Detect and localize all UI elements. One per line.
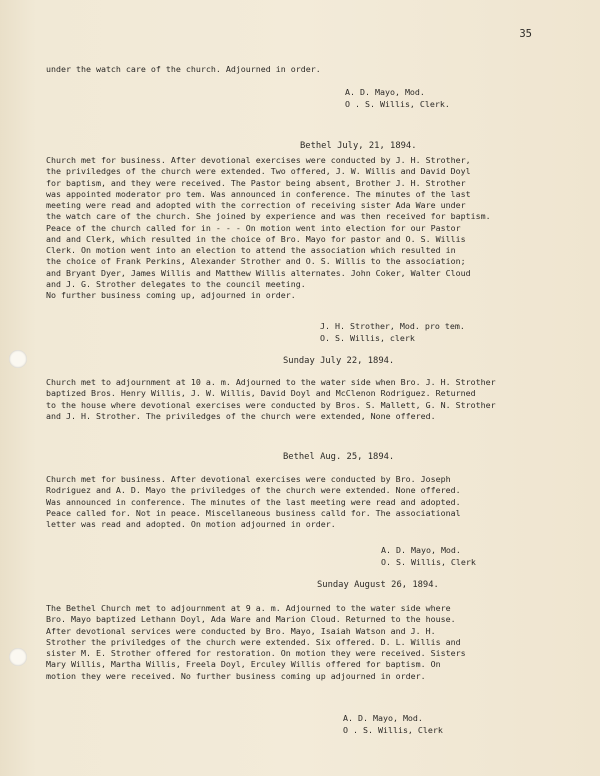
signature-block <box>381 544 476 568</box>
binder-hole-icon <box>9 350 27 368</box>
text-line: and and Clerk, which resulted in the choice of Bro. Mayo for pastor and O. S. Willis <box>46 233 466 244</box>
text-line: Clerk. On motion went into an election to attend the association which resulted in <box>46 245 456 255</box>
signature-block <box>320 320 465 344</box>
text-line: The Bethel Church met to adjournment at 9 a. m. Adjourned to the water side where <box>46 603 451 613</box>
signature-block <box>345 86 450 110</box>
text-line: After devotional services were conducted by Bro. Mayo, Isaiah Watson and J. H. <box>46 625 436 636</box>
signature-block <box>343 712 443 736</box>
text-line: Bro. Mayo baptized Lethann Doyl, Ada Ware and Marion Cloud. Returned to the house. <box>46 614 456 625</box>
clerk-signature: O . S. Willis, Clerk. <box>345 99 450 109</box>
page-number: 35 <box>519 28 532 40</box>
text-line: the priviledges of the church were extended. Two offered, J. W. Willis and David Doyl <box>46 166 471 177</box>
text-line: Strother the priviledges of the church were extended. Six offered. D. L. Willis and <box>46 636 461 647</box>
paragraph <box>46 155 566 301</box>
paragraph <box>46 474 566 530</box>
moderator-signature: A. D. Mayo, Mod. <box>381 545 461 555</box>
text-line: Church met for business. After devotional exercises were conducted by J. H. Strother, <box>46 155 471 165</box>
text-line: meeting were read and adopted with the correction of receiving sister Ada Ware under <box>46 200 466 210</box>
text-line: the choice of Frank Perkins, Alexander Strother and O. S. Willis to the association; <box>46 256 466 267</box>
clerk-signature: O. S. Willis, clerk <box>320 333 415 343</box>
moderator-signature: A. D. Mayo, Mod. <box>343 713 423 723</box>
text-line: Was announced in conference. The minutes of the last meeting were read and adopted. <box>46 496 461 507</box>
paragraph <box>46 64 566 75</box>
text-line: sister M. E. Strother offered for restoration. On motion they were received. Sisters <box>46 648 466 658</box>
text-line: and J. H. Strother. The priviledges of the church were extended, None offered. <box>46 410 436 421</box>
moderator-signature: A. D. Mayo, Mod. <box>345 87 425 97</box>
text-line: the watch care of the church. She joined by experience and was then received for baptism. <box>46 211 491 222</box>
paragraph <box>46 377 566 422</box>
entry-heading: Bethel July, 21, 1894. <box>300 141 417 151</box>
text-line: Rodriguez and A. D. Mayo the priviledges of the church were extended. None offered. <box>46 485 461 496</box>
clerk-signature: O. S. Willis, Clerk <box>381 557 476 567</box>
text-line: under the watch care of the church. Adjourned in order. <box>46 64 321 74</box>
text-line: was appointed moderator pro tem. Was announced in conference. The minutes of the last <box>46 188 471 199</box>
binder-hole-icon <box>9 648 27 666</box>
paragraph <box>46 603 566 682</box>
text-line: letter was read and adopted. On motion adjourned in order. <box>46 519 336 529</box>
text-line: Mary Willis, Martha Willis, Freela Doyl, Erculey Willis offered for baptism. On <box>46 659 441 670</box>
text-line: Peace of the church called for in - - - On motion went into election for our Pastor <box>46 222 461 233</box>
entry-heading: Sunday August 26, 1894. <box>317 580 439 590</box>
text-line: baptized Bros. Henry Willis, J. W. Willis, David Doyl and McClenon Rodriguez. Returned <box>46 388 476 399</box>
text-line: Peace called for. Not in peace. Miscellaneous business calld for. The associational <box>46 507 461 518</box>
text-line: Church met for business. After devotional exercises were conducted by Bro. Joseph <box>46 474 451 484</box>
text-line: Church met to adjournment at 10 a. m. Adjourned to the water side when Bro. J. H. Strother <box>46 377 496 387</box>
text-line: motion they were received. No further business coming up adjourned in order. <box>46 670 426 681</box>
entry-heading: Sunday July 22, 1894. <box>283 356 395 366</box>
moderator-signature: J. H. Strother, Mod. pro tem. <box>320 321 465 331</box>
text-line: for baptism, and they were received. The Pastor being absent, Brother J. H. Strother <box>46 177 466 188</box>
entry-heading: Bethel Aug. 25, 1894. <box>283 452 395 462</box>
text-line: and Bryant Dyer, James Willis and Matthew Willis alternates. John Coker, Walter Cloud <box>46 267 471 278</box>
text-line: to the house where devotional exercises were conducted by Bros. S. Mallett, G. N. Strother <box>46 399 496 410</box>
text-line: No further business coming up, adjourned in order. <box>46 290 296 300</box>
text-line: and J. G. Strother delegates to the council meeting. <box>46 278 306 289</box>
clerk-signature: O . S. Willis, Clerk <box>343 725 443 735</box>
